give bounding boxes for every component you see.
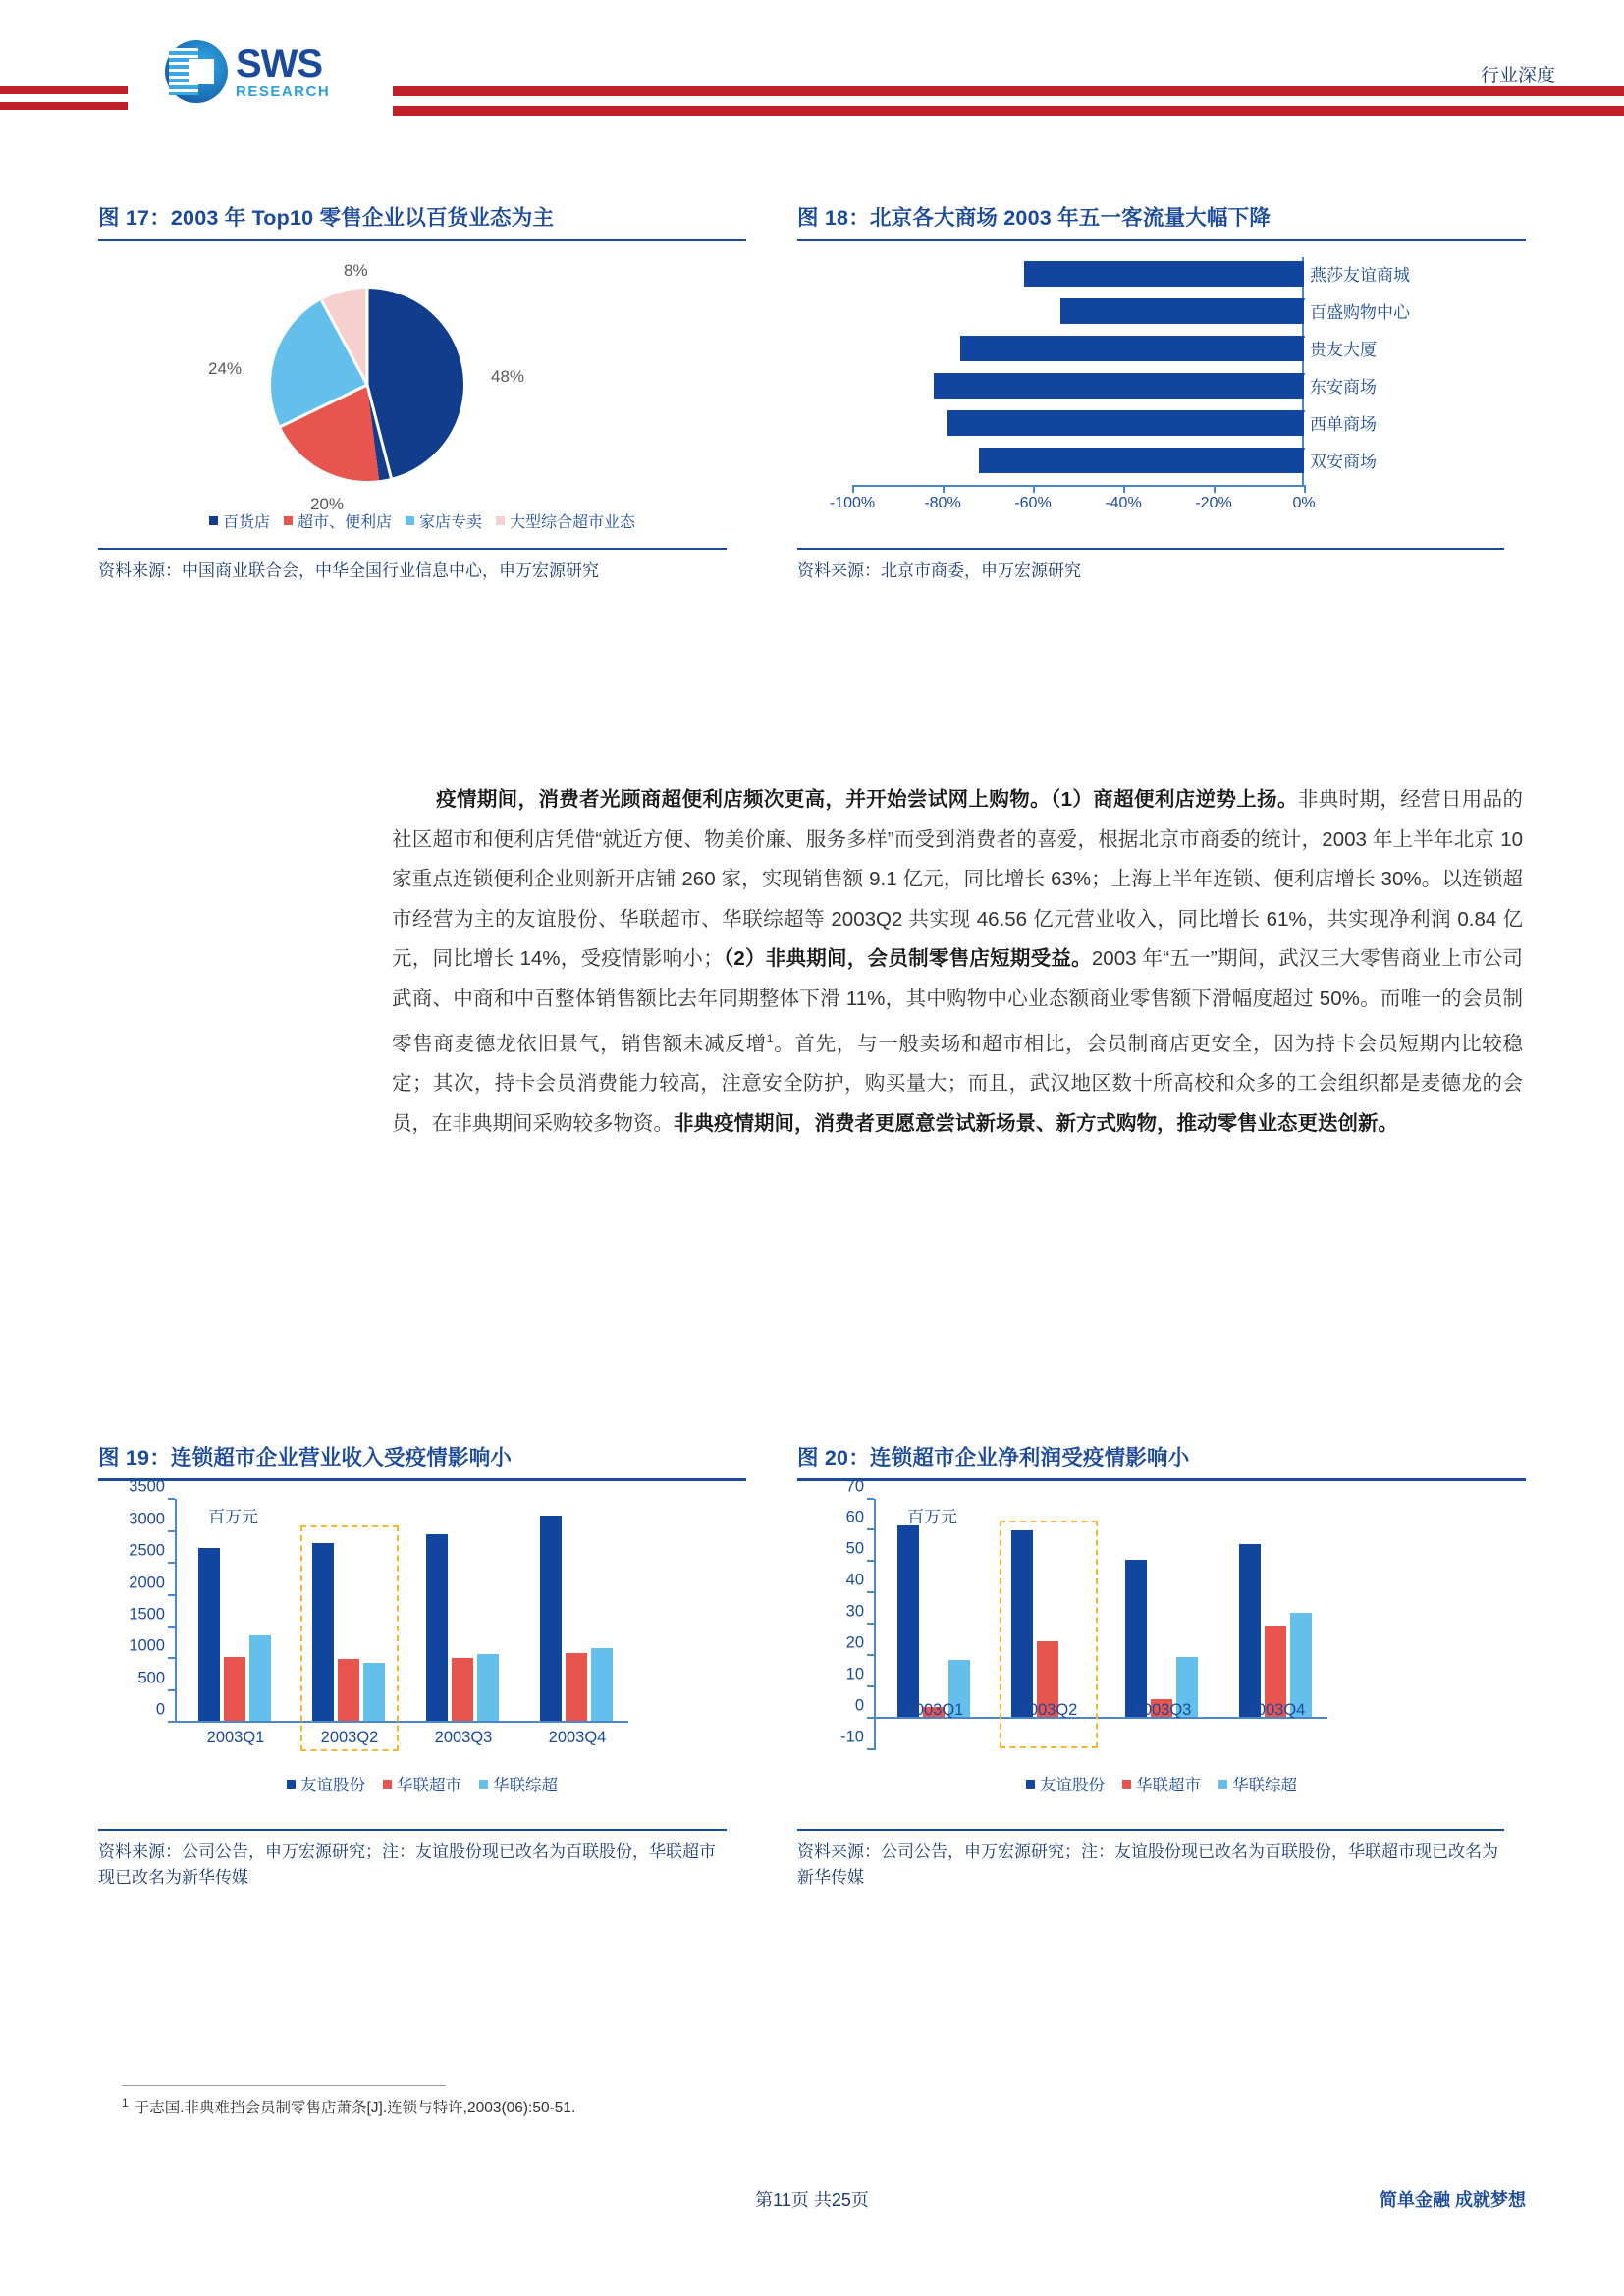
hbar-x-tick <box>943 485 945 493</box>
body-paragraph <box>392 780 1523 1144</box>
vbar19-ylabel: 1500 <box>129 1605 165 1624</box>
hbar-category-baisheng: 百盛购物中心 <box>1310 303 1410 322</box>
legend-item-hualianchaoshi <box>1122 1772 1201 1795</box>
figure-19 <box>98 1441 746 1892</box>
vbar19-q1-hualianchaoshi <box>224 1657 245 1721</box>
document-type-label: 行业深度 <box>1480 66 1555 86</box>
vbar19-y-axis <box>175 1499 177 1723</box>
figure-18-title: 图 18：北京各大商场 2003 年五一客流量大幅下降 <box>797 201 1526 241</box>
vbar19-xlabel-q1: 2003Q1 <box>206 1729 265 1746</box>
vbar20-ylabel: -10 <box>840 1728 864 1746</box>
vbar19-q3-hualianchaoshi <box>452 1658 473 1721</box>
footnote-ref: 1 <box>766 1032 774 1045</box>
vbar19-q3-hualianzongchao <box>477 1654 499 1721</box>
vbar20-xlabel-q3: 2003Q3 <box>1133 1701 1192 1719</box>
figure-20-title: 图 20：连锁超市企业净利润受疫情影响小 <box>797 1441 1526 1481</box>
table-row <box>852 336 1304 361</box>
hbar-x-tick <box>1123 485 1125 493</box>
logo-wordmark: SWS <box>236 42 323 85</box>
vbar19-x-axis <box>175 1721 628 1723</box>
legend-item-daxing <box>496 509 635 532</box>
body-text-2: 2003 年“五一”期间，武汉三大零售商业上市公司武商、中商和中百整体销售额比去年同期整体下滑 11%，其中购物中心业态额商业零售额下滑幅度超过 50%。而唯一的会员制零售商麦德龙依旧景气，销售额未减反增 <box>392 947 1524 1055</box>
vbar19-xlabel-q3: 2003Q3 <box>434 1729 493 1746</box>
hbar-x-label: 0% <box>1292 495 1316 511</box>
pie-label-daxing: 8% <box>344 261 368 280</box>
vbar20-xlabel-q1: 2003Q1 <box>905 1701 964 1719</box>
hbar-plot-area <box>852 257 1304 485</box>
vbar19-ylabel: 3500 <box>129 1477 165 1496</box>
hbar-dongan <box>934 373 1304 399</box>
pie-label-jiadian: 24% <box>208 359 243 378</box>
figure-19-source: 资料来源：公司公告，申万宏源研究；注：友谊股份现已改名为百联股份，华联超市现已改名为新华传媒 <box>98 1829 727 1892</box>
body-text-1: 非典时期，经营日用品的社区超市和便利店凭借“就近方便、物美价廉、服务多样”而受到消费者的喜爱，根据北京市商委的统计，2003 年上半年北京 10 家重点连锁便利企业则新开店铺 260 家，实现销售额 9.1 亿元，同比增长 63%；上海上半年连锁、便利店增长 30%。以连锁超市经营为主的友谊股份、华联超市、华联综超等 2003Q2 共实现 46.56 亿元营业收入，同比增长 61%，共实现净利润 0.84 亿元，同比增长 14%，受疫情影响小； <box>392 788 1524 970</box>
hbar-category-dongan: 东安商场 <box>1310 378 1377 397</box>
vbar19-plot-area <box>129 1477 628 1746</box>
figure-17-chart <box>98 241 746 536</box>
legend-label: 友谊股份 <box>1040 1777 1105 1794</box>
body-lead-bold: 疫情期间，消费者光顾商超便利店频次更高，并开始尝试网上购物。（1）商超便利店逆势上扬。 <box>436 788 1298 811</box>
vbar20-ylabel: 50 <box>845 1539 864 1558</box>
hbar-x-label: -100% <box>829 495 876 511</box>
logo-subtext: RESEARCH <box>236 83 331 100</box>
legend-label: 百货店 <box>222 514 270 531</box>
page-number: 第11页 共25页 <box>755 2190 869 2210</box>
legend-item-hualianchaoshi <box>383 1772 461 1795</box>
hbar-x-label: -20% <box>1195 495 1232 511</box>
figure-19-chart <box>98 1477 746 1805</box>
legend-swatch-icon <box>406 516 414 525</box>
pie-slice-separators <box>271 289 463 481</box>
figure-20-chart <box>797 1477 1526 1805</box>
legend-swatch-icon <box>479 1780 488 1789</box>
vbar20-legend <box>797 1772 1526 1795</box>
footnote <box>122 2096 575 2117</box>
figure-18 <box>797 201 1526 584</box>
hbar-xidan <box>947 410 1304 436</box>
vbar19-unit-label: 百万元 <box>208 1508 258 1526</box>
figure-17-source: 资料来源：中国商业联合会，中华全国行业信息中心，申万宏源研究 <box>98 548 727 584</box>
legend-swatch-icon <box>496 516 505 525</box>
vbar19-q1-hualianzongchao <box>249 1635 271 1721</box>
footer-slogan: 简单金融 成就梦想 <box>1379 2190 1526 2210</box>
legend-swatch-icon <box>383 1780 392 1789</box>
header-rule-left-bottom <box>0 102 128 110</box>
legend-label: 华联综超 <box>493 1777 558 1794</box>
footnote-text: 于志国.非典难挡会员制零售店萧条[J].连锁与特许,2003(06):50-51. <box>134 2100 576 2117</box>
hbar-x-tick <box>1033 485 1035 493</box>
hbar-shuangan <box>979 448 1304 473</box>
vbar19-q1-youyi <box>198 1548 220 1721</box>
vbar19-q4-hualianzongchao <box>591 1648 613 1721</box>
legend-label: 超市、便利店 <box>297 514 392 531</box>
body-bold-2: （2）非典期间，会员制零售店短期受益。 <box>723 947 1092 970</box>
table-row <box>852 448 1304 473</box>
vbar20-xlabel-q4: 2003Q4 <box>1247 1701 1306 1719</box>
vbar20-ylabel: 10 <box>845 1665 864 1683</box>
body-bold-3: 非典疫情期间，消费者更愿意尝试新场景、新方式购物，推动零售业态更迭创新。 <box>674 1111 1398 1135</box>
legend-item-youyi <box>1026 1772 1105 1795</box>
vbar20-q4-youyi <box>1239 1544 1261 1717</box>
vbar20-q1-youyi <box>897 1525 919 1717</box>
page-header <box>0 0 1624 147</box>
legend-item-youyi <box>287 1772 365 1795</box>
header-rule-right-bottom <box>393 106 1624 116</box>
vbar19-q3-youyi <box>426 1534 448 1721</box>
vbar19-ylabel: 0 <box>155 1700 165 1719</box>
vbar20-y-axis <box>874 1499 876 1750</box>
hbar-x-tick <box>1304 485 1306 493</box>
figure-20-source: 资料来源：公司公告，申万宏源研究；注：友谊股份现已改名为百联股份，华联超市现已改名为新华传媒 <box>797 1829 1504 1892</box>
legend-swatch-icon <box>1218 1780 1227 1789</box>
table-row <box>852 261 1304 287</box>
legend-item-jiadian <box>406 509 482 532</box>
figure-17 <box>98 201 746 584</box>
header-rule-left-top <box>0 86 128 94</box>
figure-18-chart <box>797 241 1526 536</box>
pie-legend <box>98 509 746 532</box>
figure-18-source: 资料来源：北京市商委，申万宏源研究 <box>797 548 1504 584</box>
body-text-3: 。首先，与一般卖场和超市相比，会员制商店更安全，因为持卡会员短期内比较稳定；其次，持卡会员消费能力较高，注意安全防护，购买量大；而且，武汉地区数十所高校和众多的工会组织都是麦德龙的会员，在非典期间采购较多物资。 <box>392 1032 1524 1135</box>
footnote-divider <box>122 2085 446 2086</box>
vbar19-ylabel: 2500 <box>129 1541 165 1560</box>
legend-item-hualianzongchao <box>1218 1772 1297 1795</box>
legend-label: 华联超市 <box>397 1777 461 1794</box>
hbar-guiyou <box>960 336 1304 361</box>
vbar20-ylabel: 60 <box>845 1508 864 1526</box>
figure-17-title: 图 17：2003 年 Top10 零售企业以百货业态为主 <box>98 201 746 241</box>
legend-swatch-icon <box>1026 1780 1035 1789</box>
vbar20-ylabel: 20 <box>845 1633 864 1652</box>
legend-label: 华联超市 <box>1136 1777 1201 1794</box>
hbar-x-tick <box>1214 485 1216 493</box>
vbar19-highlight-q2 <box>300 1525 399 1751</box>
hbar-category-shuangan: 双安商场 <box>1310 453 1377 471</box>
vbar20-ylabel: 30 <box>845 1602 864 1621</box>
hbar-x-label: -80% <box>924 495 961 511</box>
vbar19-ylabel: 1000 <box>129 1636 165 1655</box>
sws-research-logo <box>165 37 401 106</box>
vbar19-q4-youyi <box>540 1516 562 1721</box>
vbar19-ylabel: 3000 <box>129 1510 165 1528</box>
vbar19-ylabel: 500 <box>137 1669 165 1687</box>
vbar19-xlabel-q4: 2003Q4 <box>548 1729 607 1746</box>
hbar-category-guiyou: 贵友大厦 <box>1310 341 1377 359</box>
vbar20-ylabel: 0 <box>854 1696 864 1715</box>
legend-item-baihuodian <box>209 509 270 532</box>
figure-20 <box>797 1441 1526 1892</box>
header-rule-right-top <box>393 86 1624 96</box>
table-row <box>852 298 1304 324</box>
legend-swatch-icon <box>284 516 293 525</box>
vbar20-unit-label: 百万元 <box>907 1508 957 1526</box>
hbar-baisheng <box>1060 298 1304 324</box>
legend-label: 大型综合超市业态 <box>510 514 636 531</box>
hbar-yansha <box>1024 261 1304 287</box>
vbar20-plot-area <box>840 1477 1327 1750</box>
hbar-x-label: -40% <box>1105 495 1142 511</box>
hbar-x-label: -60% <box>1014 495 1052 511</box>
table-row <box>852 373 1304 399</box>
table-row <box>852 410 1304 436</box>
hbar-category-yansha: 燕莎友谊商城 <box>1310 266 1410 285</box>
vbar20-ylabel: 40 <box>845 1571 864 1589</box>
vbar19-xlabel-q2: 2003Q2 <box>320 1729 379 1746</box>
vbar20-q3-youyi <box>1125 1560 1147 1717</box>
pie-label-chaoshi: 20% <box>310 495 345 513</box>
vbar19-q4-hualianchaoshi <box>566 1653 587 1721</box>
legend-item-chaoshi <box>284 509 392 532</box>
hbar-x-tick <box>852 485 854 493</box>
hbar-category-xidan: 西单商场 <box>1310 415 1377 434</box>
figure-19-title: 图 19：连锁超市企业营业收入受疫情影响小 <box>98 1441 746 1481</box>
legend-swatch-icon <box>287 1780 296 1789</box>
legend-label: 华联综超 <box>1232 1777 1297 1794</box>
legend-item-hualianzongchao <box>479 1772 558 1795</box>
vbar20-xlabel-q2: 2003Q2 <box>1019 1701 1078 1719</box>
legend-swatch-icon <box>1122 1780 1131 1789</box>
legend-label: 友谊股份 <box>300 1777 365 1794</box>
hbar-x-axis <box>852 485 1304 487</box>
legend-label: 家店专卖 <box>419 514 483 531</box>
legend-swatch-icon <box>209 516 218 525</box>
sws-logo-icon <box>165 40 228 103</box>
vbar20-ylabel: 70 <box>845 1477 864 1496</box>
vbar19-legend <box>98 1772 746 1795</box>
pie-label-baihuodian: 48% <box>491 367 525 386</box>
footnote-number: 1 <box>122 2096 129 2109</box>
vbar19-ylabel: 2000 <box>129 1574 165 1592</box>
